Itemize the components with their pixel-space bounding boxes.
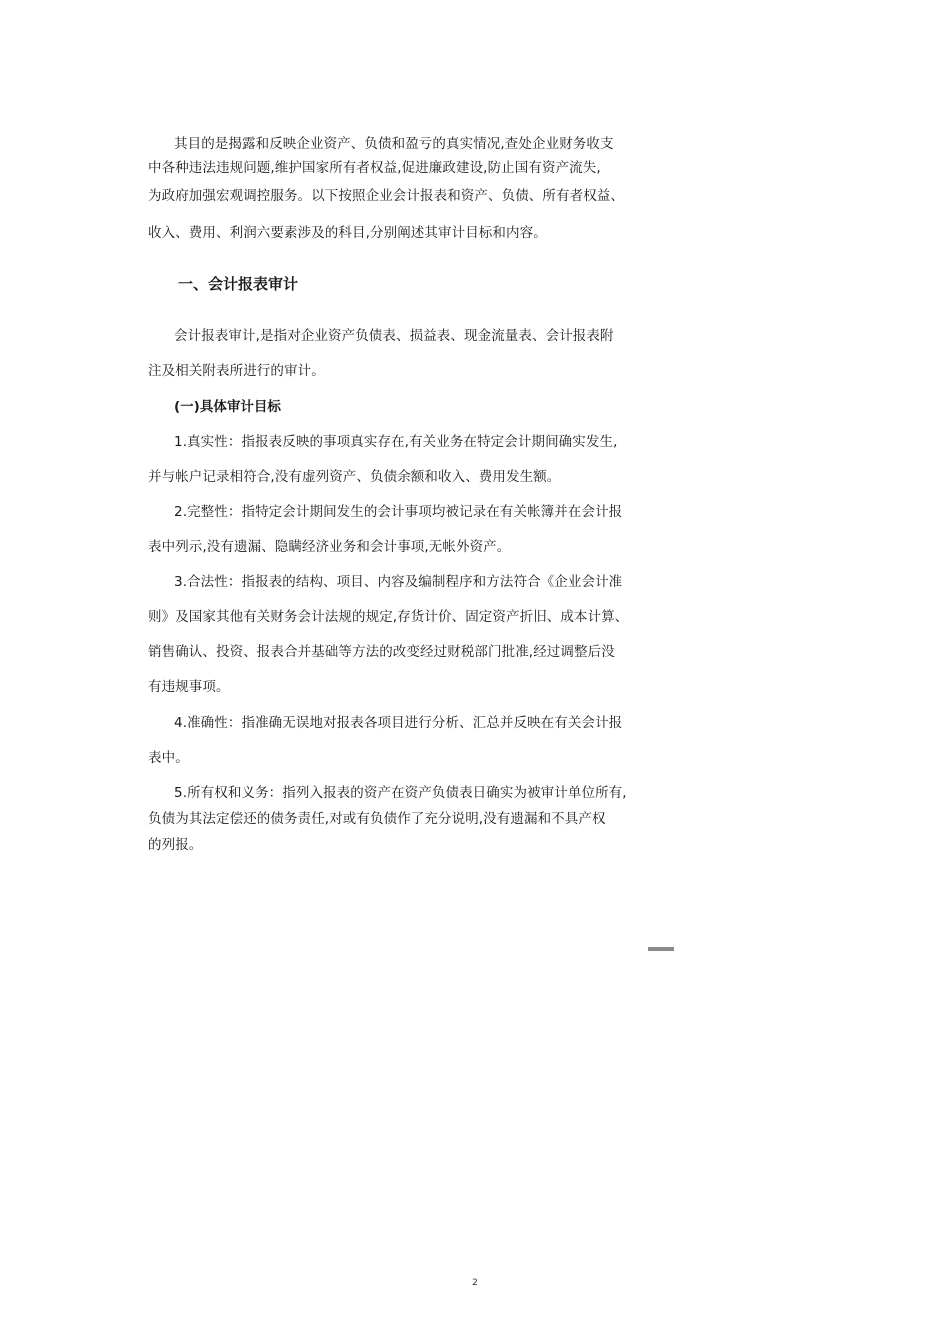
item-1-line-2: 并与帐户记录相符合,没有虚列资产、负债余额和收入、费用发生额。 [148, 469, 561, 485]
intro-line-2: 中各种违法违规问题,维护国家所有者权益,促进廉政建设,防止国有资产流失, [148, 160, 601, 176]
item-3-line-2: 则》及国家其他有关财务会计法规的规定,存货计价、固定资产折旧、成本计算、 [148, 609, 629, 625]
item-4-line-2: 表中。 [148, 750, 189, 766]
section-intro-line-2: 注及相关附表所进行的审计。 [148, 363, 325, 379]
subsection-heading: (一)具体审计目标 [174, 399, 281, 415]
item-3-line-3: 销售确认、投资、报表合并基础等方法的改变经过财税部门批准,经过调整后没 [148, 644, 615, 660]
intro-line-4: 收入、费用、利润六要素涉及的科目,分别阐述其审计目标和内容。 [148, 225, 547, 241]
item-1-line-1: 1.真实性：指报表反映的事项真实存在,有关业务在特定会计期间确实发生, [174, 434, 618, 450]
decorative-dash [648, 947, 674, 951]
page-number: 2 [472, 1278, 478, 1288]
item-3-line-4: 有违规事项。 [148, 679, 230, 695]
intro-line-1: 其目的是揭露和反映企业资产、负债和盈亏的真实情况,查处企业财务收支 [174, 136, 614, 152]
item-3-line-1: 3.合法性：指报表的结构、项目、内容及编制程序和方法符合《企业会计准 [174, 574, 623, 590]
intro-line-3: 为政府加强宏观调控服务。以下按照企业会计报表和资产、负债、所有者权益、 [148, 188, 624, 204]
section-intro-line-1: 会计报表审计,是指对企业资产负债表、损益表、现金流量表、会计报表附 [174, 328, 614, 344]
item-5-line-2: 负债为其法定偿还的债务责任,对或有负债作了充分说明,没有遗漏和不具产权 [148, 811, 606, 827]
item-2-line-1: 2.完整性：指特定会计期间发生的会计事项均被记录在有关帐簿并在会计报 [174, 504, 623, 520]
section-heading: 一、会计报表审计 [178, 275, 299, 293]
item-5-line-3: 的列报。 [148, 837, 203, 853]
item-4-line-1: 4.准确性：指准确无误地对报表各项目进行分析、汇总并反映在有关会计报 [174, 715, 623, 731]
item-5-line-1: 5.所有权和义务：指列入报表的资产在资产负债表日确实为被审计单位所有, [174, 785, 627, 801]
item-2-line-2: 表中列示,没有遗漏、隐瞒经济业务和会计事项,无帐外资产。 [148, 539, 511, 555]
